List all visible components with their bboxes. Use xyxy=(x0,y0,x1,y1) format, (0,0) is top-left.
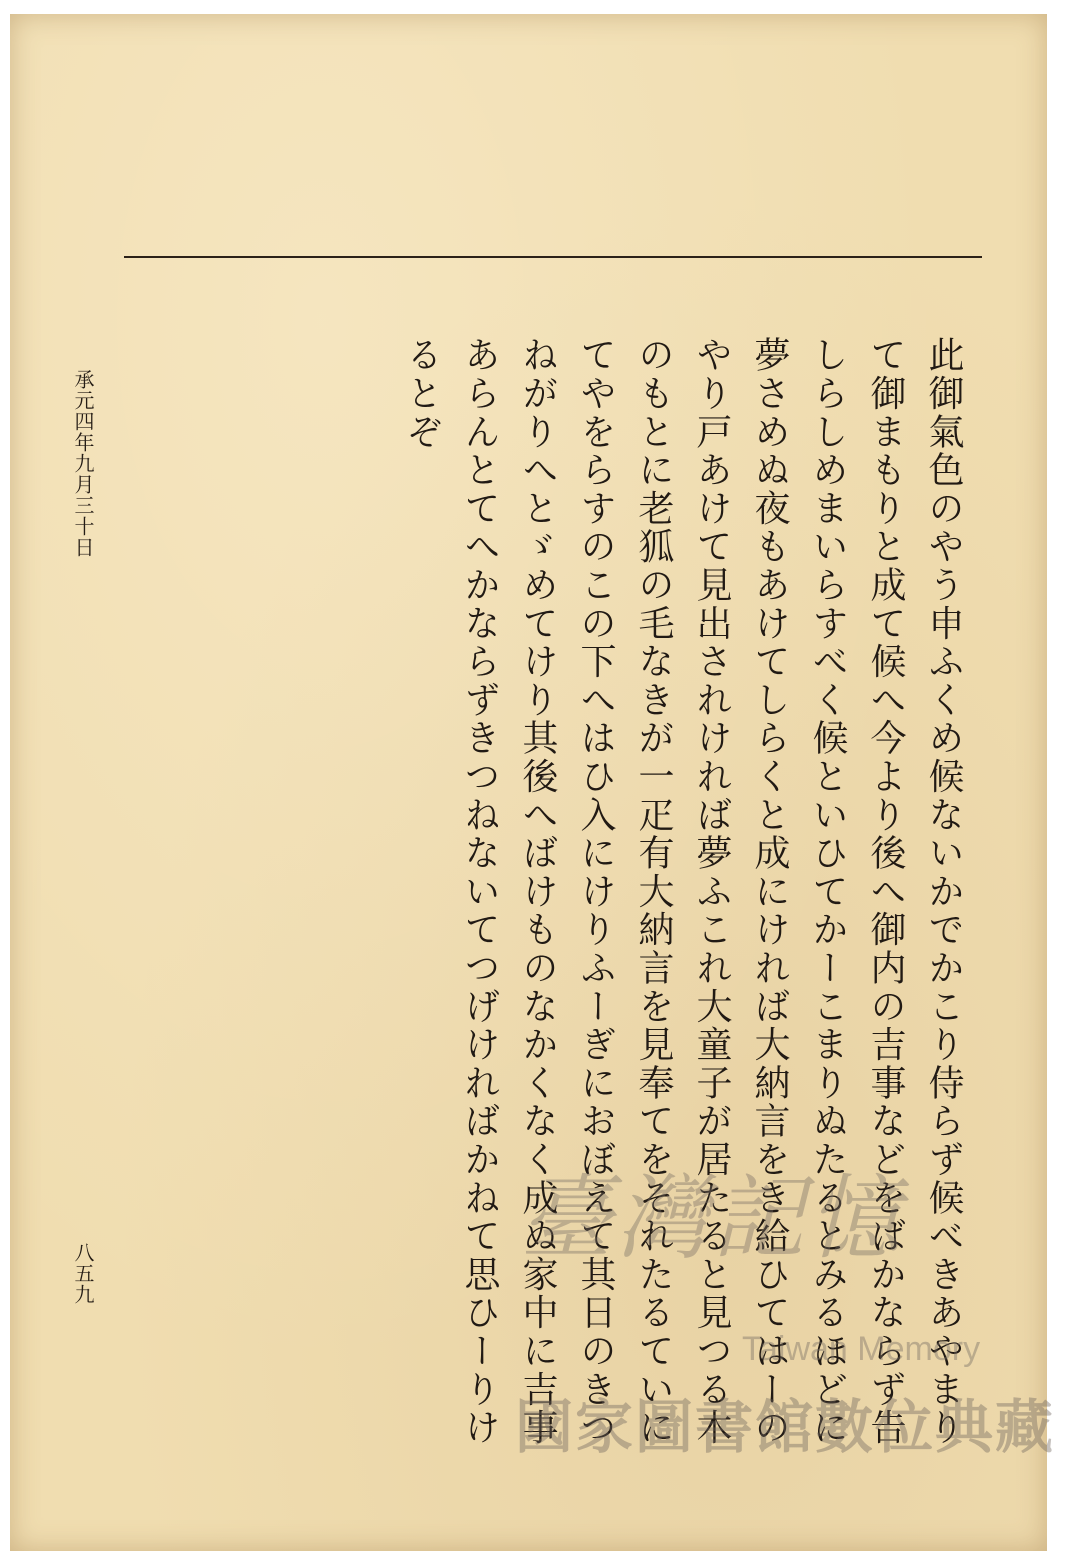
body-paragraph: 此御氣色のやう申ふくめ候ないかでかこり侍らず候べきあやまりて御まもりと成て候へ今より後へ御内の吉事などをばかならず告しらしめまいらすべく候といひてかーこまりぬたるとみるほどに夢さめぬ夜もあけてしらくと成にければ大納言をき給ひてはーのやり戸あけて見出されければ夢ふこれ大童子が居たると見つる木のもとに老狐の毛なきが一疋有大納言を見奉てをそれたるていにてやをらすのこの下へはひ入にけりふーぎにおぼえて其日のきつねがりへとゞめてけり其後へばけものなかくなく成ぬ家中に吉事あらんとてへかならずきつねないてつげければかねて思ひーりけるとぞ xyxy=(401,336,964,1447)
page-number: 八五九 xyxy=(71,1242,95,1305)
document-page xyxy=(10,14,1056,1551)
watermark-english: Taiwan Memory xyxy=(742,1330,981,1368)
header-rule xyxy=(124,256,982,258)
watermark-chinese: 國家圖書館數位典藏 xyxy=(515,1393,1056,1461)
body-text-block xyxy=(401,336,972,1466)
watermark-calligraphy: 臺灣記憶 xyxy=(520,1165,905,1272)
date-label: 承元四年九月三十日 xyxy=(71,369,95,558)
